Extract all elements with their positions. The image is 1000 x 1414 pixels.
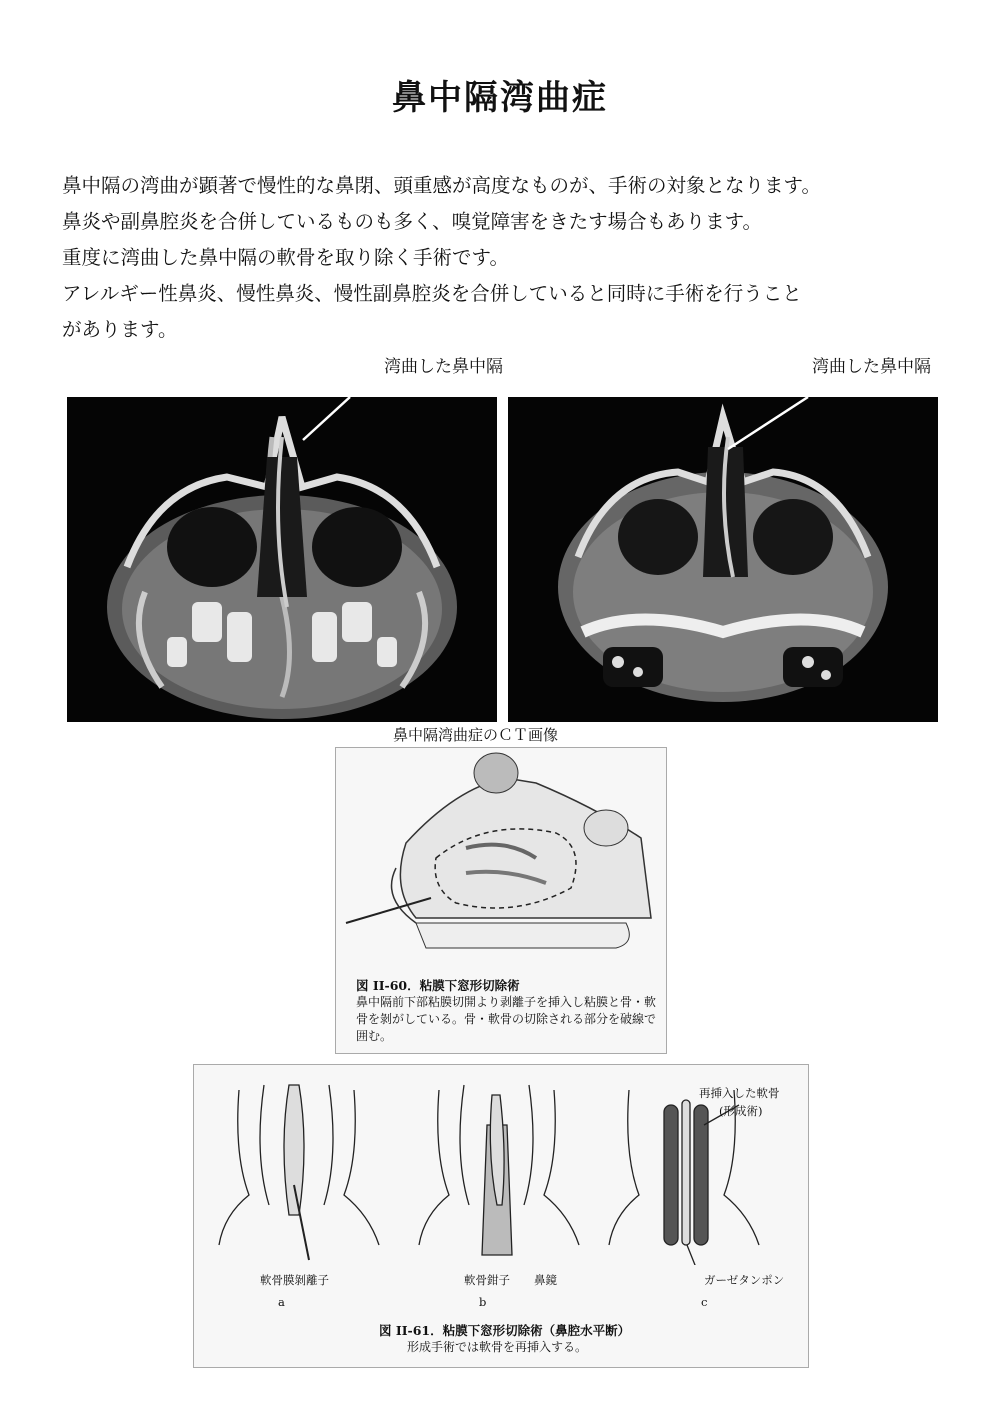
ct-image-right xyxy=(508,397,938,722)
intro-line: 重度に湾曲した鼻中隔の軟骨を取り除く手術です。 xyxy=(62,246,509,269)
fig60-desc-line: 鼻中隔前下部粘膜切開より剥離子を挿入し粘膜と骨・軟 xyxy=(356,995,657,1009)
page-title: 鼻中隔湾曲症 xyxy=(392,78,608,118)
intro-line: があります。 xyxy=(62,318,178,341)
fig61-c-note1-label: 再挿入した軟骨 xyxy=(699,1086,780,1100)
figure-ii-61 xyxy=(193,1064,809,1368)
fig60-title: 図 II-60．粘膜下窓形切除術 xyxy=(356,978,520,993)
fig61-title: 図 II-61．粘膜下窓形切除術（鼻腔水平断） xyxy=(379,1323,631,1338)
fig61-desc: 形成手術では軟骨を再挿入する。 xyxy=(407,1340,588,1354)
ct-image-left xyxy=(67,397,497,722)
ct-label-left: 湾曲した鼻中隔 xyxy=(384,357,503,377)
fig61-panel-b-label: b xyxy=(479,1295,487,1309)
fig61-a-tool-label: 軟骨膜剝離子 xyxy=(260,1273,329,1287)
fig61-c-tool-label: ガーゼタンポン xyxy=(704,1273,785,1287)
intro-line: アレルギー性鼻炎、慢性鼻炎、慢性副鼻腔炎を合併していると同時に手術を行うこと xyxy=(62,282,802,305)
fig61-panel-c-label: c xyxy=(701,1295,708,1309)
fig61-panel-a-label: a xyxy=(278,1295,285,1309)
nasal-sagittal-illustration xyxy=(336,748,666,973)
intro-line: 鼻中隔の湾曲が顕著で慢性的な鼻閉、頭重感が高度なものが、手術の対象となります。 xyxy=(62,174,821,197)
figure-ii-60 xyxy=(335,747,667,1054)
fig61-b-tool1-label: 軟骨鉗子 xyxy=(464,1273,510,1287)
fig61-b-tool2-label: 鼻鏡 xyxy=(534,1273,557,1287)
ct-caption: 鼻中隔湾曲症のＣＴ画像 xyxy=(393,726,559,744)
fig60-desc-line: 囲む。 xyxy=(356,1029,393,1043)
fig60-desc-line: 骨を剝がしている。骨・軟骨の切除される部分を破線で xyxy=(356,1012,657,1026)
fig61-c-note2-label: (形成術) xyxy=(719,1104,763,1118)
intro-text xyxy=(62,168,942,348)
ct-label-right: 湾曲した鼻中隔 xyxy=(812,357,931,377)
intro-line: 鼻炎や副鼻腔炎を合併しているものも多く、嗅覚障害をきたす場合もあります。 xyxy=(62,210,763,233)
